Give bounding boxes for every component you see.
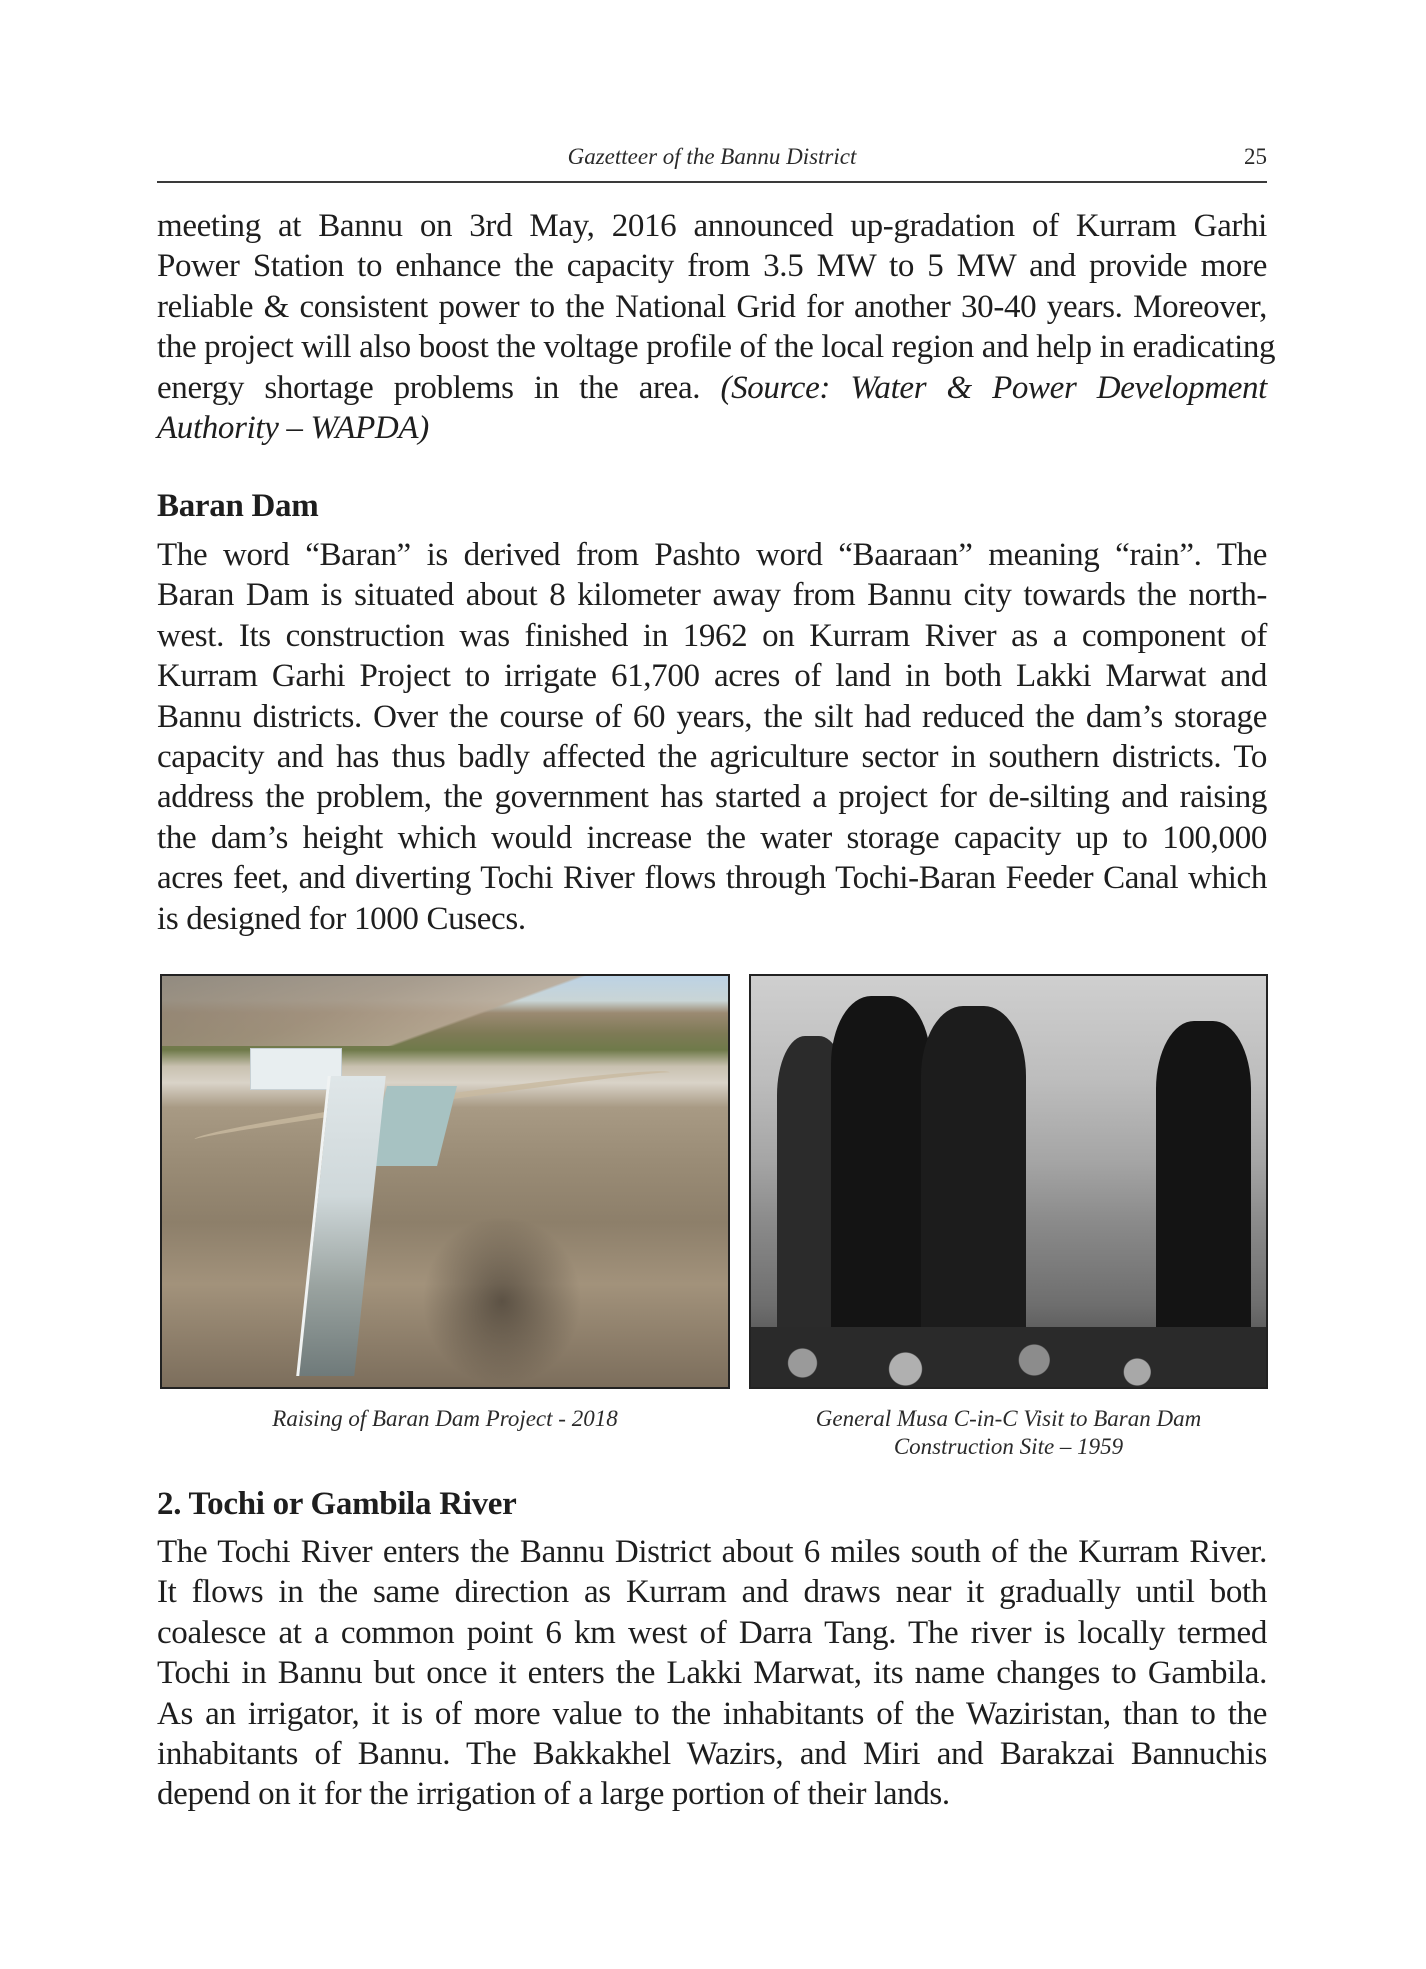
paragraph-line: Baran Dam is situated about 8 kilometer away from Bannu city towards the north- <box>157 577 1267 614</box>
paragraph-line: acres feet, and diverting Tochi River flows through Tochi-Baran Feeder Canal which <box>157 860 1267 897</box>
source-citation-end: Authority – WAPDA) <box>157 409 429 446</box>
paragraph-line: capacity and has thus badly affected the agriculture sector in southern districts. To <box>157 738 1267 775</box>
paragraph-line: As an irrigator, it is of more value to the inhabitants of the Waziristan, than to the <box>157 1695 1267 1732</box>
paragraph-line: reliable & consistent power to the National Grid for another 30-40 years. Moreover, <box>157 288 1267 325</box>
person-figure <box>831 996 931 1376</box>
paragraph-line <box>157 368 1267 408</box>
running-header-title: Gazetteer of the Bannu District <box>567 144 857 169</box>
photo-dam-construction-2018 <box>160 974 730 1389</box>
header-rule <box>157 181 1267 183</box>
intro-paragraph <box>157 206 1276 448</box>
paragraph-line: The word “Baran” is derived from Pashto word “Baaraan” meaning “rain”. The <box>157 537 1267 573</box>
photo-general-musa-visit-1959 <box>749 974 1268 1389</box>
paragraph-line: coalesce at a common point 6 km west of Darra Tang. The river is locally termed <box>157 1614 1267 1651</box>
paragraph-line: the dam’s height which would increase the water storage capacity up to 100,000 <box>157 819 1267 856</box>
paragraph-line: It flows in the same direction as Kurram and draws near it gradually until both <box>157 1574 1267 1611</box>
paragraph-line: Power Station to enhance the capacity from 3.5 MW to 5 MW and provide more <box>157 248 1267 285</box>
paragraph-line: Bannu districts. Over the course of 60 years, the silt had reduced the dam’s storage <box>157 698 1267 735</box>
source-citation: (Source: Water & Power Development <box>720 369 1267 406</box>
paragraph-line <box>157 408 1267 448</box>
page-number: 25 <box>1244 144 1267 169</box>
caption-line: General Musa C-in-C Visit to Baran Dam <box>815 1406 1202 1431</box>
rocky-foreground <box>751 1327 1266 1387</box>
figure-caption-right <box>749 1405 1268 1461</box>
paragraph-text: energy shortage problems in the area. <box>157 369 721 406</box>
caption-line: Raising of Baran Dam Project - 2018 <box>272 1406 618 1431</box>
section-heading-baran-dam: Baran Dam <box>157 488 319 524</box>
caption-line: Construction Site – 1959 <box>893 1434 1124 1459</box>
paragraph-line: west. Its construction was finished in 1962 on Kurram River as a component of <box>157 617 1267 654</box>
paragraph-line: Tochi in Bannu but once it enters the Lakki Marwat, its name changes to Gambila. <box>157 1655 1267 1692</box>
excavation-shadow <box>422 1216 582 1386</box>
paragraph-line: inhabitants of Bannu. The Bakkakhel Wazirs, and Miri and Barakzai Bannuchis <box>157 1735 1267 1772</box>
baran-dam-paragraph <box>157 535 1267 939</box>
paragraph-line: meeting at Bannu on 3rd May, 2016 announced up-gradation of Kurram Garhi <box>157 208 1267 244</box>
paragraph-line: the project will also boost the voltage profile of the local region and help in eradicating <box>157 329 1276 366</box>
paragraph-line: Kurram Garhi Project to irrigate 61,700 acres of land in both Lakki Marwat and <box>157 658 1267 695</box>
tochi-river-paragraph <box>157 1532 1267 1815</box>
paragraph-line: address the problem, the government has started a project for de-silting and raising <box>157 779 1267 816</box>
section-heading-tochi-river: 2. Tochi or Gambila River <box>157 1486 517 1522</box>
mountain-backdrop <box>162 976 728 1046</box>
figure-caption-left <box>160 1405 730 1433</box>
paragraph-line: The Tochi River enters the Bannu District about 6 miles south of the Kurram River. <box>157 1534 1267 1570</box>
paragraph-line: is designed for 1000 Cusecs. <box>157 900 526 937</box>
paragraph-line: depend on it for the irrigation of a large portion of their lands. <box>157 1776 950 1813</box>
